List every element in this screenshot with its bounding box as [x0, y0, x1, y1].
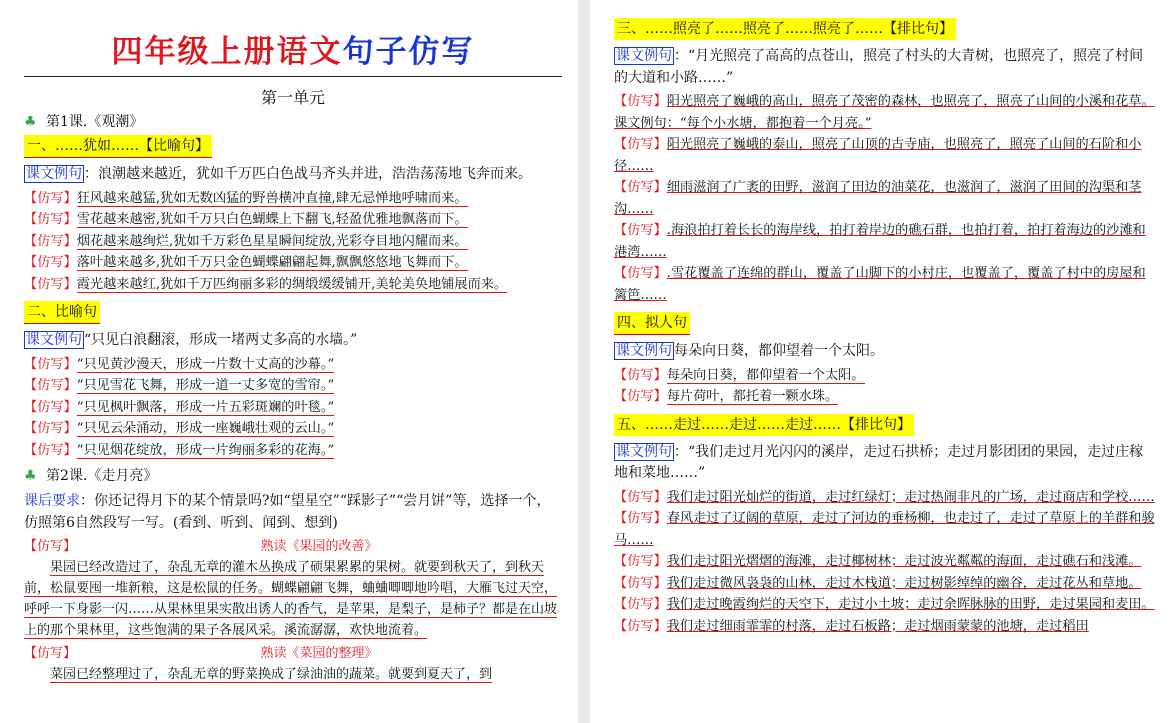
fx-item: 【仿写】我们走过晚霞绚烂的天空下，走过小土坡；走过余晖脉脉的田野，走过果园和麦田。 — [614, 597, 1155, 612]
section-4-heading: 四、拟人句 — [614, 312, 690, 335]
essay-1-header: 【仿写】 熟读《果园的改善》 — [24, 536, 562, 557]
right-page — [590, 0, 1172, 723]
fx-item: 【仿写】烟花越来越绚烂,犹如千万彩色星星瞬间绽放,光彩夺目地闪耀而来。 — [24, 233, 468, 249]
section-5-example: 课文例句 ：“我们走过月光闪闪的溪岸，走过石拱桥；走过月影团团的果园，走过庄稼地和菜地……” — [614, 443, 1144, 481]
fx-item: 【仿写】.雪花覆盖了连绵的群山，覆盖了山脚下的小村庄，也覆盖了，覆盖了村中的房屋和篱笆…… — [614, 266, 1146, 303]
requirement-tag: 课后要求 — [24, 493, 80, 509]
fx-item: 【仿写】我们走过细雨霏霏的村落，走过石板路；走过烟雨蒙蒙的池塘，走过稻田 — [614, 618, 1089, 634]
example-tag: 课文例句 — [26, 332, 82, 348]
essay-1: 果园已经改造过了，杂乱无章的灌木丛换成了硕果累累的果树。就要到秋天了，到秋天前，松鼠要囤一堆新粮，这是松鼠的任务。蝴蝶翩翩飞舞，蛐蛐唧唧地吟唱，大雁飞过天空，呼呼一下身影一闪……从果林里果实散出诱人的香气，是苹果，是梨子，是柿子？都是在山坡上的那个果林里，这些饱满的果子各展风采。溪流潺潺，欢快地流着。 — [24, 560, 558, 638]
page-title — [24, 26, 562, 70]
fx-item: 【仿写】阳光照亮了巍峨的高山，照亮了茂密的森林，也照亮了，照亮了山间的小溪和花草。课文例句：“每个小水塘，都抱着一个月亮。” — [614, 94, 1155, 131]
fx-item: 【仿写】阳光照亮了巍峨的泰山，照亮了山顶的古寺庙，也照亮了，照亮了山间的石阶和小径…… — [614, 137, 1142, 174]
essay-2: 菜园已经整理过了，杂乱无章的野菜换成了绿油油的蔬菜。就要到夏天了，到 — [50, 667, 493, 682]
fx-item: 【仿写】落叶越来越多,犹如千万只金色蝴蝶翩翩起舞,飘飘悠悠地飞舞而下。 — [24, 255, 468, 270]
section-4 — [614, 310, 1156, 408]
fx-item: 【仿写】“只见枫叶飘落，形成一片五彩斑斓的叶毯。” — [24, 399, 335, 415]
example-tag: 课文例句 — [616, 443, 672, 460]
fx-item: 【仿写】我们走过阳光熠熠的海滩，走过椰树林；走过波光粼粼的海面，走过礁石和浅滩。 — [614, 554, 1142, 569]
fx-item: 【仿写】“只见云朵涌动，形成一座巍峨壮观的云山。” — [24, 421, 335, 436]
after-class-requirement: 课后要求：你还记得月下的某个情景吗?如“望星空”“踩影子”“尝月饼”等，选择一个，仿照第6自然段写一写。(看到、听到、闻到、想到) — [24, 493, 551, 531]
section-1-heading: 一、……犹如……【比喻句】 — [24, 135, 212, 158]
title-blue: 句子仿写 — [342, 34, 475, 70]
fx-item: 【仿写】“只见黄沙漫天，形成一片数十丈高的沙幕。” — [24, 356, 335, 372]
leaf-icon: ♣ — [24, 468, 37, 484]
fx-item: 【仿写】春风走过了辽阔的草原，走过了河边的垂杨柳，也走过了，走过了草原上的羊群和骏马…… — [614, 511, 1155, 548]
example-tag: 课文例句 — [616, 48, 672, 64]
fx-item: 【仿写】我们走过阳光灿烂的街道，走过红绿灯；走过热闹非凡的广场，走过商店和学校…… — [614, 489, 1155, 505]
leaf-icon: ♣ — [24, 114, 37, 130]
essay-2-header: 【仿写】 熟读《菜园的整理》 — [24, 643, 562, 664]
section-3 — [614, 16, 1156, 306]
fx-item: 【仿写】“只见烟花绽放，形成一片绚丽多彩的花海。” — [24, 442, 335, 458]
section-2-example: 课文例句 “只见白浪翻滚，形成一堵两丈多高的水墙。” — [26, 332, 358, 348]
section-4-example: 课文例句 每朵向日葵，都仰望着一个太阳。 — [616, 343, 884, 359]
fx-item: 【仿写】细雨滋润了广袤的田野，滋润了田边的油菜花，也滋润了，滋润了田间的沟渠和茎沟…… — [614, 180, 1142, 217]
section-5-heading: 五、……走过……走过……走过……【排比句】 — [614, 414, 914, 436]
lesson-2-heading: ♣ 第2课.《走月亮》 — [24, 465, 562, 487]
fx-item: 【仿写】每片荷叶，都托着一颗水珠。 — [614, 389, 839, 404]
fx-item: 【仿写】雪花越来越密,犹如千万只白色蝴蝶上下翻飞,轻盈优雅地飘落而下。 — [24, 212, 468, 227]
lesson-1-heading: ♣ 第1课.《观潮》 — [24, 111, 562, 133]
example-tag: 课文例句 — [616, 343, 672, 359]
section-2-heading: 二、比喻句 — [24, 301, 100, 324]
fx-item: 【仿写】我们走过微风袅袅的山林，走过木栈道；走过树影绰绰的幽谷，走过花丛和草地。 — [614, 575, 1142, 591]
title-red: 四年级上册语文 — [111, 34, 343, 70]
fx-item: 【仿写】狂风越来越猛,犹如无数凶猛的野兽横冲直撞,肆无忌惮地呼啸而来。 — [24, 190, 468, 206]
fx-item: 【仿写】.海浪拍打着长长的海岸线，拍打着岸边的礁石群，也拍打着，拍打着海边的沙滩和港湾…… — [614, 223, 1146, 260]
section-3-heading: 三、……照亮了……照亮了……照亮了……【排比句】 — [614, 18, 956, 40]
section-1 — [24, 133, 562, 295]
essay-2-source: 熟读《菜园的整理》 — [260, 646, 378, 661]
example-tag: 课文例句 — [26, 166, 82, 182]
section-1-example: 课文例句 ：浪潮越来越近，犹如千万匹白色战马齐头并进，浩浩荡荡地飞奔而来。 — [26, 166, 532, 182]
section-5 — [614, 412, 1156, 638]
fx-item: 【仿写】霞光越来越红,犹如千万匹绚丽多彩的绸缎缓缓铺开,美轮美奂地铺展而来。 — [24, 276, 508, 292]
title-divider — [24, 76, 562, 77]
fx-item: 【仿写】“只见雪花飞舞，形成一道一丈多宽的雪帘。” — [24, 378, 335, 393]
section-3-example: 课文例句 ：“月光照亮了高高的点苍山，照亮了村头的大青树，也照亮了，照亮了村间的大道和小路……” — [614, 48, 1144, 86]
essay-1-source: 熟读《果园的改善》 — [260, 539, 378, 554]
unit-heading: 第一单元 — [260, 88, 325, 107]
fx-item: 【仿写】每朵向日葵，都仰望着一个太阳。 — [614, 367, 865, 383]
section-2 — [24, 299, 562, 461]
left-page — [0, 0, 578, 723]
